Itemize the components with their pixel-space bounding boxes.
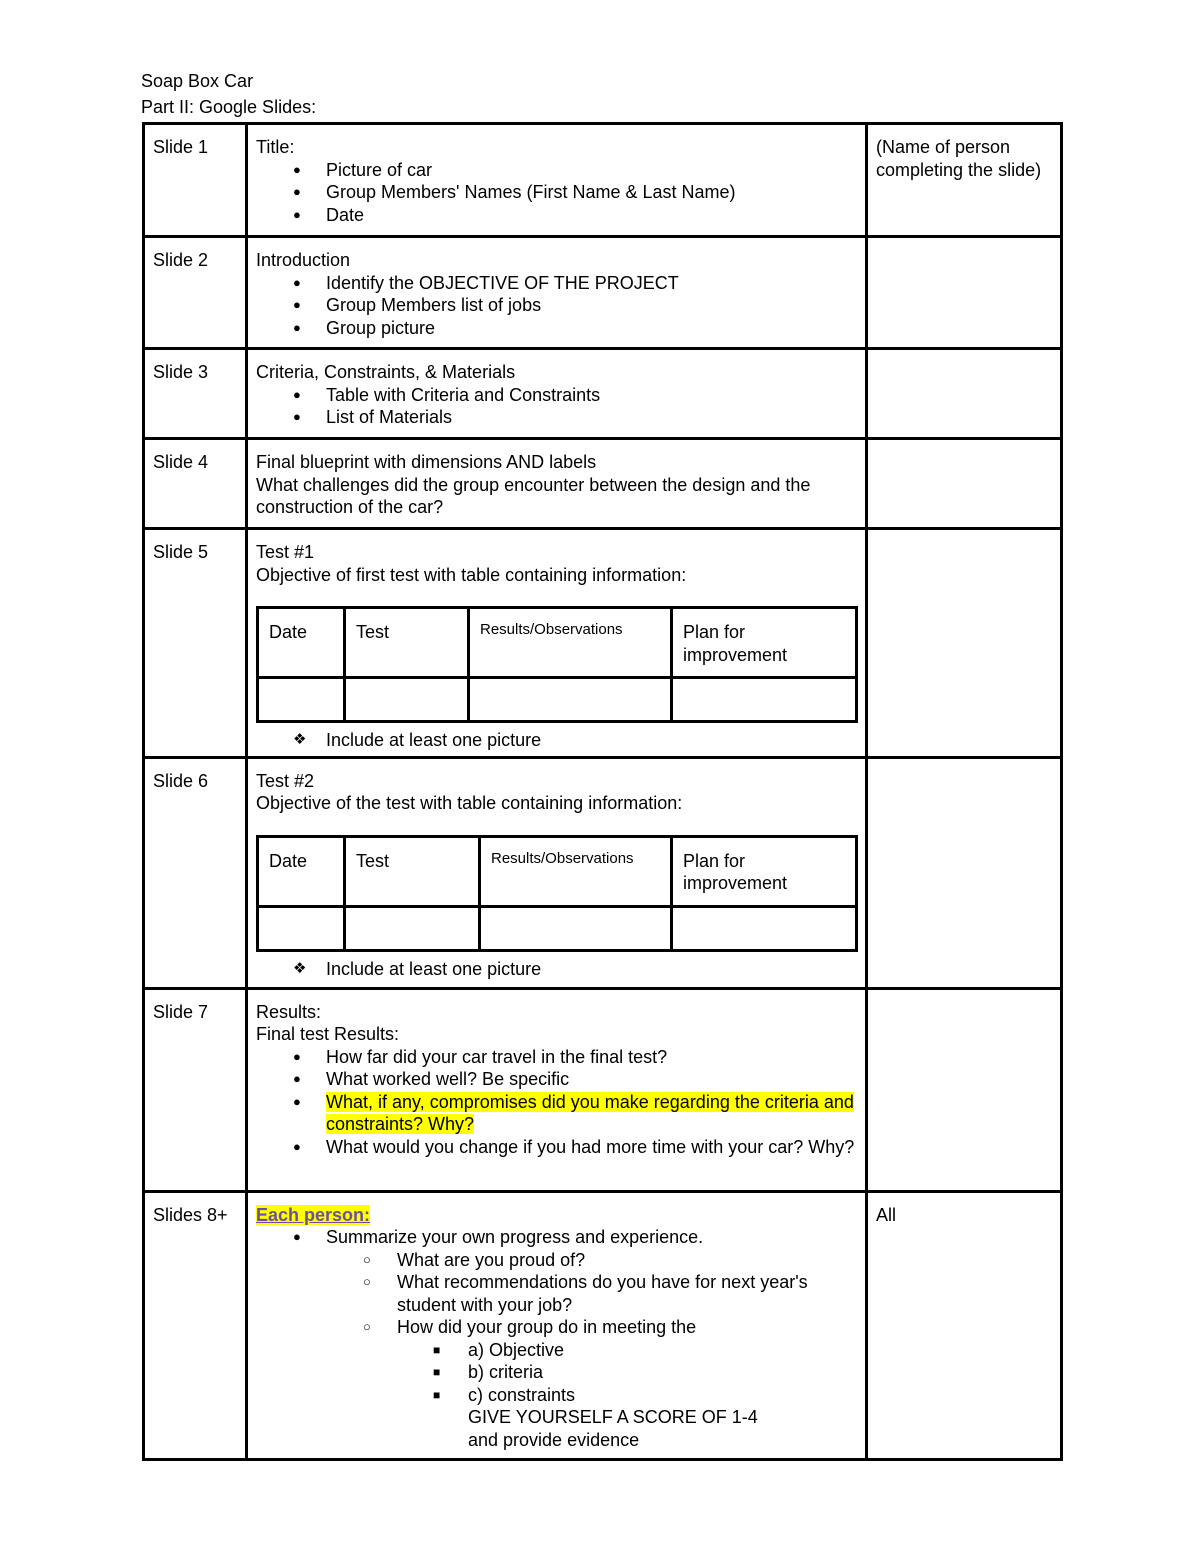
list-item: ■ b) criteria	[256, 1361, 856, 1384]
column-header: Plan for improvement	[672, 608, 857, 678]
person-note	[867, 349, 1062, 439]
content-line: What challenges did the group encounter between the design and the construction of the car?	[256, 474, 811, 517]
list-item	[256, 1091, 856, 1136]
bullet-list	[256, 1046, 856, 1159]
person-note	[867, 988, 1062, 1191]
person-note	[867, 529, 1062, 758]
slide-content	[247, 349, 867, 439]
table-cell	[672, 906, 857, 950]
slides-table	[142, 122, 1063, 1461]
column-header: Test	[345, 608, 469, 678]
column-header: Date	[258, 836, 345, 906]
person-note	[867, 237, 1062, 349]
list-item: ● What worked well? Be specific	[256, 1068, 856, 1091]
table-row	[144, 439, 1062, 529]
list-item: ● Date	[256, 204, 856, 227]
table-cell	[345, 906, 480, 950]
table-cell	[480, 906, 672, 950]
list-item: ❖ Include at least one picture	[256, 958, 856, 981]
table-row	[144, 988, 1062, 1191]
list-item: ○ What are you proud of?	[256, 1249, 856, 1272]
slide-content	[247, 439, 867, 529]
slide-label: Slide 4	[144, 439, 247, 529]
slide-heading: Each person:	[256, 1204, 371, 1225]
slide-heading: Results:	[256, 1001, 322, 1022]
list-item: ● Group Members' Names (First Name & Last Name)	[256, 181, 856, 204]
person-note	[867, 439, 1062, 529]
column-header: Results/Observations	[469, 608, 672, 678]
slide-content	[247, 237, 867, 349]
bullet-list	[256, 384, 856, 429]
table-row	[144, 124, 1062, 237]
table-cell	[469, 678, 672, 722]
test-table	[256, 606, 858, 723]
list-item: ● What would you change if you had more time with your car? Why?	[256, 1136, 856, 1159]
table-row	[144, 529, 1062, 758]
table-header-row	[258, 836, 857, 906]
person-note: All	[867, 1191, 1062, 1459]
table-row	[144, 1191, 1062, 1459]
list-item: ● Identify the OBJECTIVE OF THE PROJECT	[256, 272, 856, 295]
list-item: ○ How did your group do in meeting the	[256, 1316, 856, 1339]
list-item: ● How far did your car travel in the final test?	[256, 1046, 856, 1069]
slide-label: Slide 2	[144, 237, 247, 349]
slide-heading: Test #1	[256, 542, 315, 562]
list-item: ● Table with Criteria and Constraints	[256, 384, 856, 407]
bullet-list	[256, 729, 856, 752]
slide-label: Slide 7	[144, 988, 247, 1191]
table-row	[144, 349, 1062, 439]
table-header-row	[258, 608, 857, 678]
table-cell	[345, 678, 469, 722]
column-header: Plan for improvement	[672, 836, 857, 906]
bullet-list	[256, 958, 856, 981]
list-item: ● Summarize your own progress and experience.	[256, 1226, 856, 1249]
table-cell	[258, 678, 345, 722]
list-item: ■ a) Objective	[256, 1339, 856, 1362]
slide-label: Slide 5	[144, 529, 247, 758]
slide-heading: Criteria, Constraints, & Materials	[256, 362, 516, 382]
bullet-list	[256, 272, 856, 340]
list-item: ● Picture of car	[256, 159, 856, 182]
table-row	[258, 906, 857, 950]
document-subtitle: Part II: Google Slides:	[141, 97, 317, 117]
slide-content	[247, 988, 867, 1191]
test-table	[256, 835, 858, 952]
slide-label: Slides 8+	[144, 1191, 247, 1459]
slide-content	[247, 529, 867, 758]
list-item: ● List of Materials	[256, 406, 856, 429]
slide-heading: Title:	[256, 137, 295, 157]
table-cell	[672, 678, 857, 722]
highlighted-text: What, if any, compromises did you make regarding the criteria and constraints? Why?	[326, 1091, 854, 1134]
slide-heading: Test #2	[256, 770, 315, 791]
content-line: Final blueprint with dimensions AND labels	[256, 452, 597, 472]
slide-heading: Introduction	[256, 250, 351, 270]
content-line: GIVE YOURSELF A SCORE OF 1-4	[468, 1407, 758, 1427]
table-row	[258, 678, 857, 722]
column-header: Test	[345, 836, 480, 906]
list-item: ● Group picture	[256, 317, 856, 340]
slide-label: Slide 3	[144, 349, 247, 439]
table-row	[144, 237, 1062, 349]
slide-subheading: Final test Results:	[256, 1024, 400, 1044]
list-item: ❖ Include at least one picture	[256, 729, 856, 752]
slide-subheading: Objective of the test with table containing information:	[256, 793, 683, 813]
column-header: Date	[258, 608, 345, 678]
table-row	[144, 757, 1062, 988]
person-note	[867, 757, 1062, 988]
slide-content	[247, 1191, 867, 1459]
slide-subheading: Objective of first test with table containing information:	[256, 564, 687, 585]
bullet-list	[256, 159, 856, 227]
slide-label: Slide 1	[144, 124, 247, 237]
list-item: ■ c) constraints	[256, 1384, 856, 1407]
slide-content	[247, 757, 867, 988]
document-title: Soap Box Car	[141, 71, 254, 91]
list-item: ● Group Members list of jobs	[256, 294, 856, 317]
table-cell	[258, 906, 345, 950]
slide-label: Slide 6	[144, 757, 247, 988]
slide-content	[247, 124, 867, 237]
person-note: (Name of person completing the slide)	[867, 124, 1062, 237]
column-header: Results/Observations	[480, 836, 672, 906]
list-item: ○ What recommendations do you have for next year's student with your job?	[256, 1271, 856, 1316]
bullet-list	[256, 1226, 856, 1406]
content-line: and provide evidence	[468, 1429, 640, 1450]
